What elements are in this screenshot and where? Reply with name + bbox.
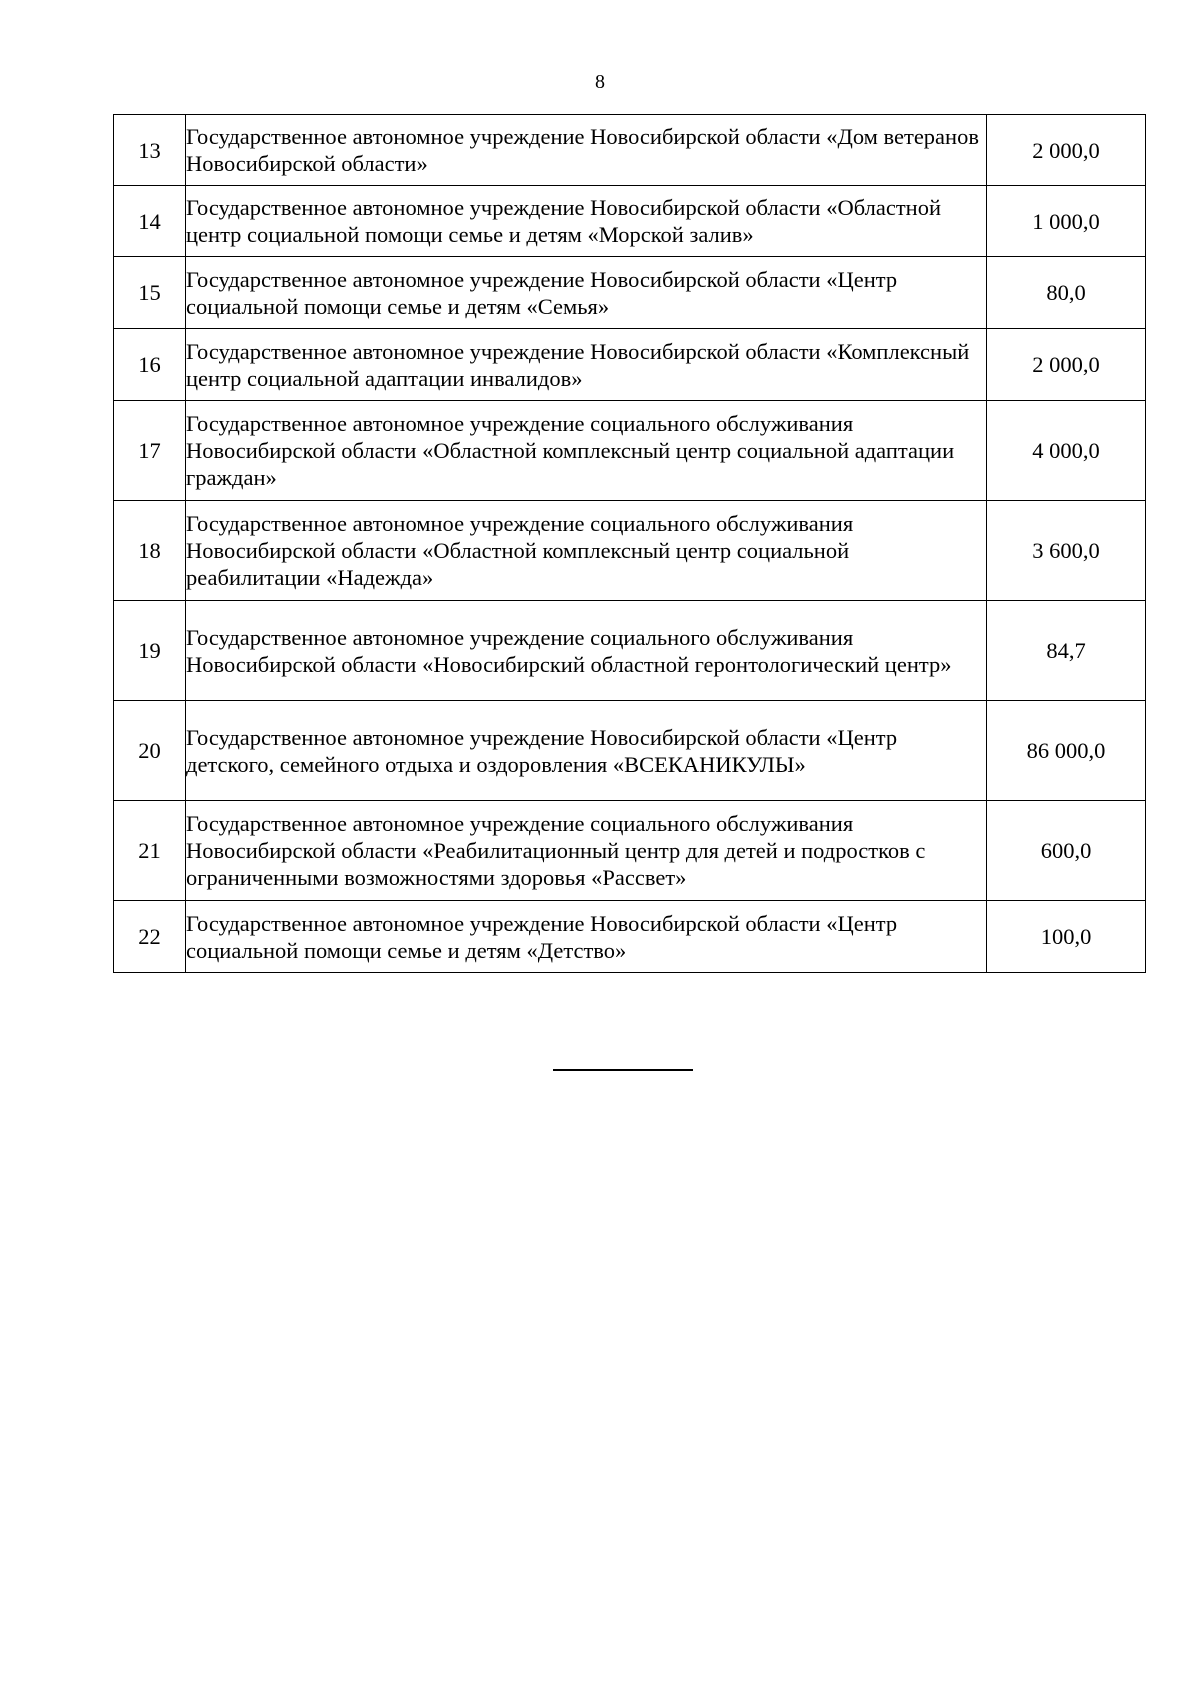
institution-name: Государственное автономное учреждение Новосибирской области «Областной центр социальной помощи семье и детям «Морской залив» <box>186 186 987 257</box>
table-row <box>114 801 1146 901</box>
row-number: 16 <box>114 329 186 401</box>
row-number: 19 <box>114 601 186 701</box>
row-number: 17 <box>114 401 186 501</box>
institution-name: Государственное автономное учреждение Новосибирской области «Центр социальной помощи семье и детям «Детство» <box>186 901 987 973</box>
amount-value: 1 000,0 <box>987 186 1146 257</box>
end-of-document-rule <box>553 1069 693 1071</box>
amount-value: 100,0 <box>987 901 1146 973</box>
table-row <box>114 601 1146 701</box>
row-number: 20 <box>114 701 186 801</box>
row-number: 13 <box>114 115 186 186</box>
row-number: 18 <box>114 501 186 601</box>
table-row <box>114 186 1146 257</box>
row-number: 22 <box>114 901 186 973</box>
amount-value: 3 600,0 <box>987 501 1146 601</box>
table-row <box>114 501 1146 601</box>
institution-name: Государственное автономное учреждение социального обслуживания Новосибирской области «Реабилитационный центр для детей и подростков с ограниченными возможностями здоровья «Рассвет» <box>186 801 987 901</box>
institutions-table <box>113 114 1146 973</box>
amount-value: 80,0 <box>987 257 1146 329</box>
amount-value: 4 000,0 <box>987 401 1146 501</box>
amount-value: 2 000,0 <box>987 115 1146 186</box>
amount-value: 86 000,0 <box>987 701 1146 801</box>
amount-value: 600,0 <box>987 801 1146 901</box>
institution-name: Государственное автономное учреждение социального обслуживания Новосибирской области «Областной комплексный центр социальной реабилитации «Надежда» <box>186 501 987 601</box>
institution-name: Государственное автономное учреждение Новосибирской области «Комплексный центр социальной адаптации инвалидов» <box>186 329 987 401</box>
institution-name: Государственное автономное учреждение социального обслуживания Новосибирской области «Новосибирский областной геронтологический центр» <box>186 601 987 701</box>
table-row <box>114 901 1146 973</box>
table-row <box>114 329 1146 401</box>
row-number: 21 <box>114 801 186 901</box>
table-row <box>114 257 1146 329</box>
institution-name: Государственное автономное учреждение Новосибирской области «Центр социальной помощи семье и детям «Семья» <box>186 257 987 329</box>
amount-value: 2 000,0 <box>987 329 1146 401</box>
table-row <box>114 701 1146 801</box>
page-number: 8 <box>595 71 605 93</box>
row-number: 15 <box>114 257 186 329</box>
institution-name: Государственное автономное учреждение Новосибирской области «Центр детского, семейного отдыха и оздоровления «ВСЕКАНИКУЛЫ» <box>186 701 987 801</box>
institution-name: Государственное автономное учреждение социального обслуживания Новосибирской области «Областной комплексный центр социальной адаптации граждан» <box>186 401 987 501</box>
institution-name: Государственное автономное учреждение Новосибирской области «Дом ветеранов Новосибирской области» <box>186 115 987 186</box>
table-row <box>114 115 1146 186</box>
amount-value: 84,7 <box>987 601 1146 701</box>
table-row <box>114 401 1146 501</box>
row-number: 14 <box>114 186 186 257</box>
